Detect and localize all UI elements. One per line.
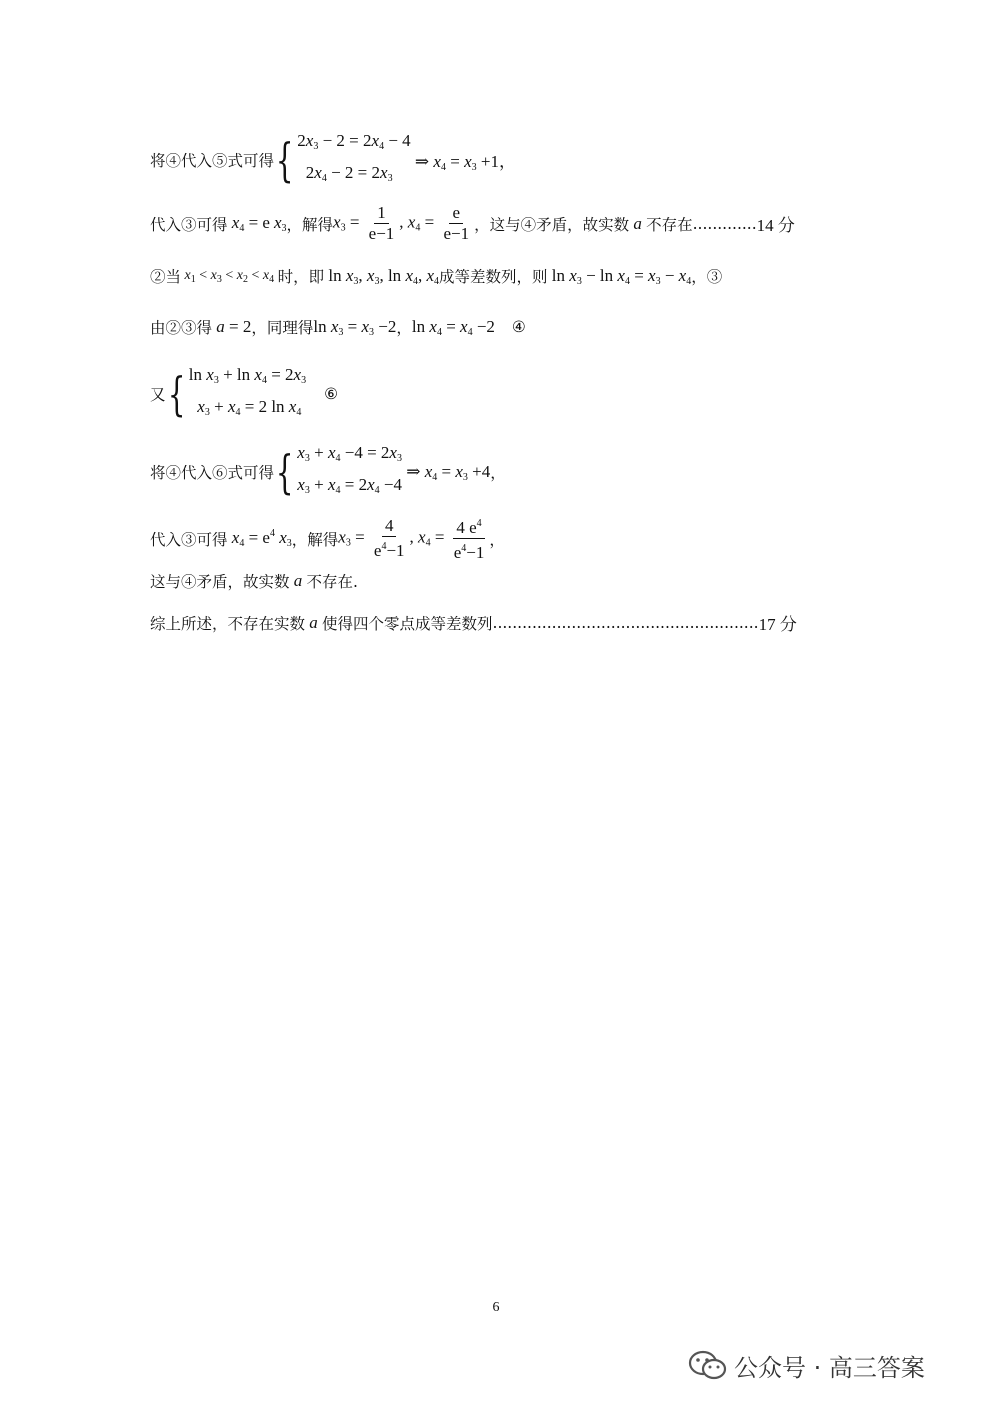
line-9-text2: 使得四个零点成等差数列 — [322, 614, 493, 633]
line-5 — [150, 364, 338, 424]
line-7-end: ， — [489, 530, 505, 549]
line-9 — [150, 610, 797, 635]
line-1-result: ⇒ $x_4 = x_3 +1$， — [410, 152, 516, 173]
line-1 — [150, 130, 516, 190]
line-6 — [150, 442, 506, 502]
watermark — [688, 1348, 925, 1383]
equation-system-6-sub: { $x_3 + x_4 -4 = 2x_3$ $x_3 + x_4 = 2x_4 -4$ — [275, 443, 402, 499]
line-4-prefix: 由②③得 — [150, 319, 213, 337]
formula-x4-e4x3: $x_4 = e^4$ $x_3$ — [231, 528, 292, 549]
score-17: 17 分 — [758, 615, 797, 634]
line-2-prefix: 代入③可得 — [150, 215, 228, 234]
line-6-result-formula: ⇒ $x_4 = x_3 +4$ — [401, 461, 491, 483]
line-9-text: 综上所述，不存在实数 — [150, 614, 306, 633]
formula-a-equals-2: a = 2 — [216, 317, 252, 336]
var-a: a — [305, 612, 323, 632]
page-number: 6 — [492, 1300, 500, 1315]
var-a: a — [289, 571, 307, 590]
line-2 — [150, 203, 795, 244]
inequality-x1-x3-x2-x4: $x_1 < x_3 < x_2 < x_4$ — [184, 267, 275, 285]
line-7 — [150, 514, 505, 563]
formula-ln-x4: $\ln x_4 = x_4 -2$ — [411, 316, 512, 338]
line-3 — [150, 265, 722, 287]
line-6-result: ， — [490, 464, 506, 482]
line-7-prefix: 代入③可得 — [150, 530, 228, 549]
score-14: 14 分 — [756, 216, 795, 235]
mark-4: ④ — [511, 318, 526, 336]
line-2-dots: ............. — [692, 214, 757, 233]
line-7-mid: ，解得 — [291, 530, 339, 549]
equation-system-6: { $\ln x_3 + \ln x_4 = 2x_3$ $x_3 + x_4 = 2$ $\ln x_4$ — [167, 365, 307, 421]
line-9-dots: ...................................................... — [492, 613, 759, 632]
line-3-prefix: ②当 — [150, 268, 182, 286]
line-2-tail2: 不存在 — [646, 215, 693, 234]
line-5-prefix: 又 — [150, 386, 166, 404]
line-3-mid: 时，即 — [277, 268, 325, 286]
wechat-icon — [688, 1349, 728, 1383]
line-4 — [150, 316, 526, 338]
formula-solution-2: $x_3$ = $\frac{4}{e^4-1}$ , $x_4$ = $\frac{4 e^4}{e^4-1}$ — [338, 516, 485, 562]
line-4-sep: ， — [396, 319, 412, 337]
formula-ln-x3: $\ln x_3 = x_3 -2$ — [313, 316, 397, 338]
equation-system-5: { $2x_3 - 2 = 2x_4 - 4$ $2x_4 - 2 = 2x_3$ — [275, 131, 411, 187]
line-8 — [150, 570, 358, 592]
line-3-end: ，③ — [691, 268, 723, 286]
watermark-text: 公众号 · 高三答案 — [734, 1354, 925, 1382]
sequence-terms: $\ln x_3$, $x_3$, $\ln x_4$, $x_4$ — [324, 265, 440, 287]
line-3-mid2: 成等差数列，则 — [439, 268, 548, 286]
formula-x4-ex3: $x_4 = e$ $x_3$ — [231, 213, 287, 234]
formula-solution-1: $x_3$ = $\frac{1}{e-1}$ , $x_4$ = $\frac{e}{e-1}$ — [333, 203, 470, 243]
line-1-prefix: 将④代入⑤式可得 — [150, 152, 275, 170]
line-4-mid: ，同理得 — [251, 319, 314, 337]
line-2-mid: ，解得 — [286, 215, 334, 234]
mark-6: ⑥ — [324, 385, 338, 403]
line-8-text: 这与④矛盾，故实数 — [150, 573, 290, 591]
var-a: a — [629, 213, 647, 233]
formula-ln-diff: $\ln x_3 - \ln x_4 = x_3 - x_4$ — [547, 265, 692, 287]
line-6-prefix: 将④代入⑥式可得 — [150, 464, 275, 482]
line-8-text2: 不存在. — [306, 573, 358, 591]
line-2-tail: ，这与④矛盾，故实数 — [474, 215, 630, 234]
